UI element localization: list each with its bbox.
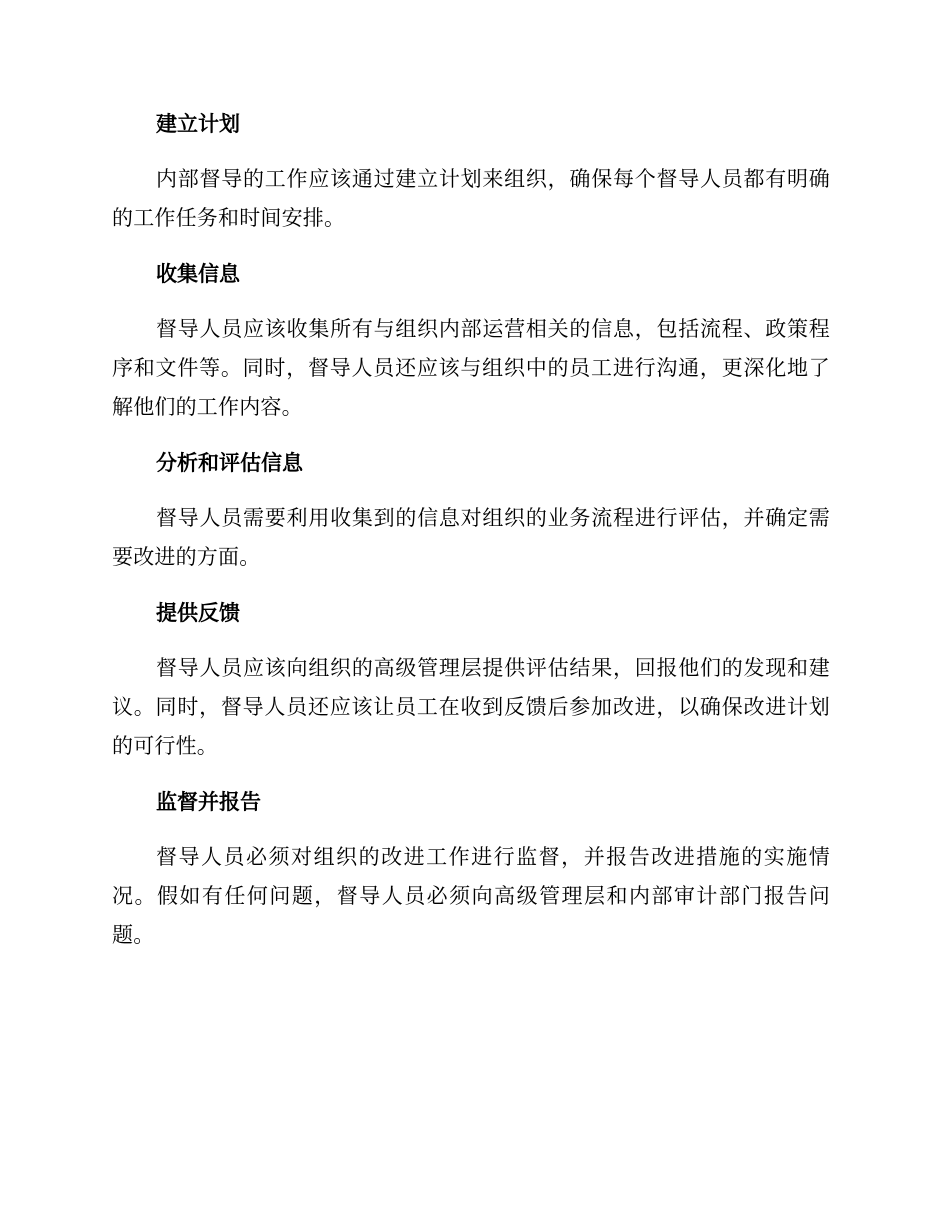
section-paragraph: 督导人员需要利用收集到的信息对组织的业务流程进行评估，并确定需要改进的方面。 <box>112 506 830 569</box>
section-plan <box>112 104 830 238</box>
section-paragraph: 内部督导的工作应该通过建立计划来组织，确保每个督导人员都有明确的工作任务和时间安排。 <box>112 167 830 230</box>
section-heading: 建立计划 <box>156 112 240 136</box>
section-paragraph: 督导人员应该向组织的高级管理层提供评估结果，回报他们的发现和建议。同时，督导人员还应该让员工在收到反馈后参加改进，以确保改进计划的可行性。 <box>112 656 830 758</box>
section-heading: 收集信息 <box>156 262 240 286</box>
section-heading: 分析和评估信息 <box>156 451 303 475</box>
section-monitor-report <box>112 782 830 955</box>
section-paragraph: 督导人员应该收集所有与组织内部运营相关的信息，包括流程、政策程序和文件等。同时，督导人员还应该与组织中的员工进行沟通，更深化地了解他们的工作内容。 <box>112 317 830 419</box>
section-collect-info <box>112 254 830 427</box>
section-feedback <box>112 593 830 766</box>
document-page <box>112 104 830 971</box>
section-heading: 监督并报告 <box>156 790 261 814</box>
section-paragraph: 督导人员必须对组织的改进工作进行监督，并报告改进措施的实施情况。假如有任何问题，督导人员必须向高级管理层和内部审计部门报告问题。 <box>112 845 830 947</box>
section-analyze <box>112 443 830 577</box>
section-heading: 提供反馈 <box>156 601 240 625</box>
